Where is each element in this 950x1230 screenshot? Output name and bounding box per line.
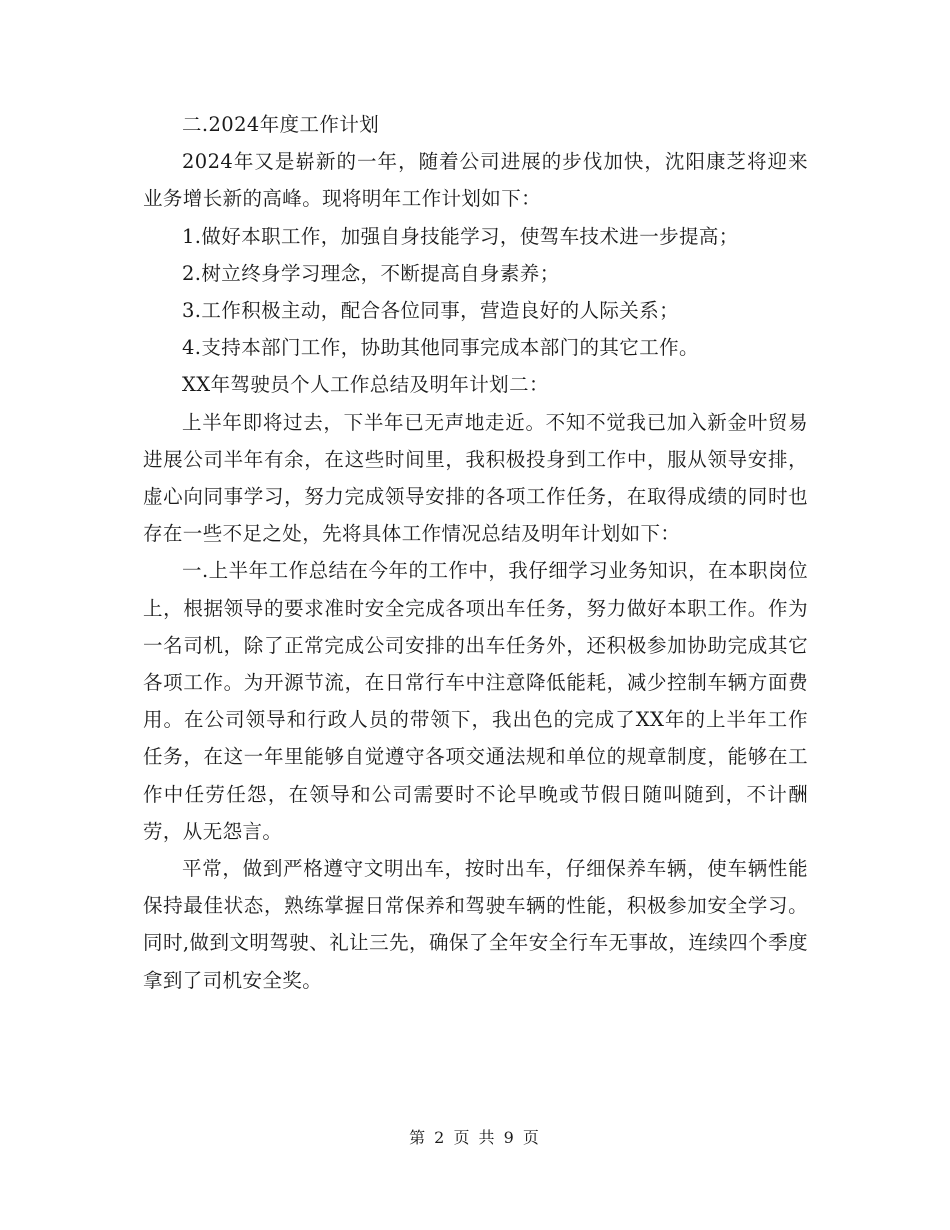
plan-item-4: 4.支持本部门工作，协助其他同事完成本部门的其它工作。 — [182, 336, 699, 360]
paragraph-half-year-summary: 一.上半年工作总结在今年的工作中，我仔细学习业务知识，在本职岗位上，根据领导的要求准时安全完成各项出车任务，努力做好本职工作。作为一名司机，除了正常完成公司安排的出车任务外，还积极参加协助完成其它各项工作。为开源节流，在日常行车中注意降低能耗，减少控制车辆方面费用。在公司领导和行政人员的带领下，我出色的完成了XX年的上半年工作任务，在这一年里能够自觉遵守各项交通法规和单位的规章制度，能够在工作中任劳任怨，在领导和公司需要时不论早晚或节假日随叫随到，不计酬劳，从无怨言。 — [143, 559, 808, 843]
plan-item-3: 3.工作积极主动，配合各位同事，营造良好的人际关系； — [182, 299, 680, 323]
page-number-footer: 第 2 页 共 9 页 — [409, 1128, 541, 1147]
plan-item-1: 1.做好本职工作，加强自身技能学习，使驾车技术进一步提高； — [182, 224, 739, 248]
document-body — [143, 106, 808, 999]
section-heading-2024-plan: 二.2024年度工作计划 — [182, 113, 380, 136]
paragraph-half-year-intro: 上半年即将过去，下半年已无声地走近。不知不觉我已加入新金叶贸易进展公司半年有余，在这些时间里，我积极投身到工作中，服从领导安排，虚心向同事学习，努力完成领导安排的各项工作任务，在取得成绩的同时也存在一些不足之处，先将具体工作情况总结及明年计划如下： — [143, 410, 808, 546]
plan-item-2: 2.树立终身学习理念，不断提高自身素养； — [182, 261, 560, 285]
paragraph-daily-conduct: 平常，做到严格遵守文明出车，按时出车，仔细保养车辆，使车辆性能保持最佳状态，熟练掌握日常保养和驾驶车辆的性能，积极参加安全学习。同时,做到文明驾驶、礼让三先，确保了全年安全行车无事故，连续四个季度拿到了司机安全奖。 — [143, 857, 808, 992]
section-heading-summary-two: XX年驾驶员个人工作总结及明年计划二： — [182, 373, 549, 397]
paragraph-plan-intro: 2024年又是崭新的一年，随着公司进展的步伐加快，沈阳康芝将迎来业务增长新的高峰。现将明年工作计划如下： — [143, 150, 808, 211]
